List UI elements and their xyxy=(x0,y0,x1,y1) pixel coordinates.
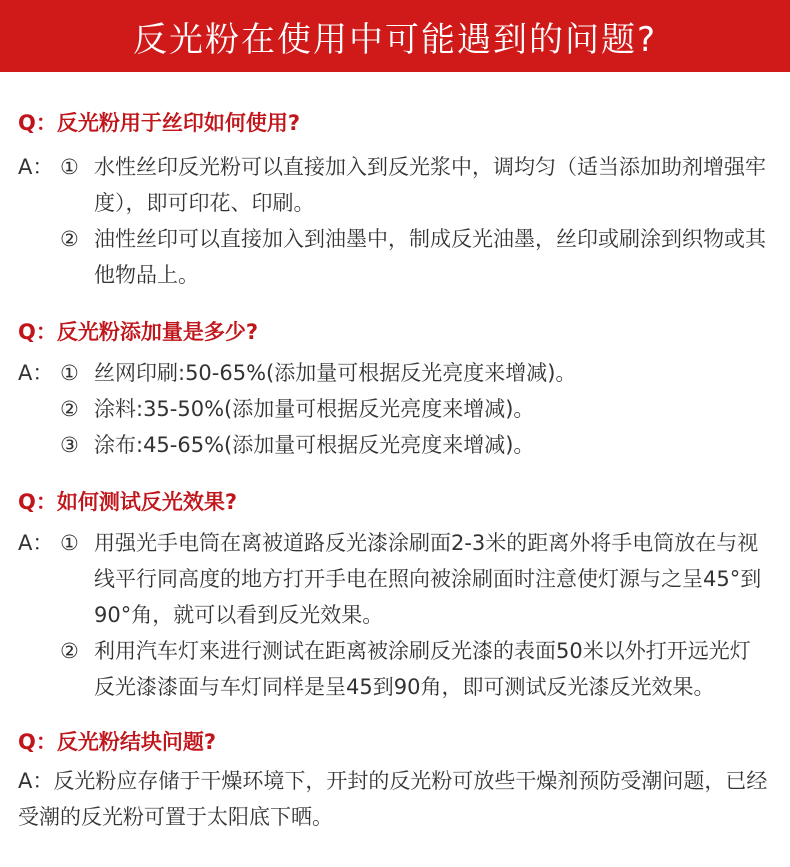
answer-row xyxy=(18,525,770,633)
item-number: ② xyxy=(60,639,79,663)
faq-content xyxy=(0,72,790,835)
faq-item xyxy=(18,72,770,293)
answer-row xyxy=(18,149,770,221)
faq-item xyxy=(18,463,770,705)
faq-item xyxy=(18,293,770,463)
answer-label: A： xyxy=(18,531,54,555)
question: Q：反光粉用于丝印如何使用? xyxy=(18,111,301,135)
faq-item xyxy=(18,705,770,835)
answer xyxy=(18,355,770,463)
page-title: 反光粉在使用中可能遇到的问题? xyxy=(132,19,658,60)
item-number: ② xyxy=(60,397,79,421)
question: Q：反光粉添加量是多少? xyxy=(18,320,259,344)
item-text: 反光粉应存储于干燥环境下，开封的反光粉可放些干燥剂预防受潮问题，已经受潮的反光粉可置于太阳底下晒。 xyxy=(18,769,768,829)
answer-label: A： xyxy=(18,361,54,385)
answer-label: A： xyxy=(18,769,54,793)
item-number: ③ xyxy=(60,433,79,457)
item-text: 油性丝印可以直接加入到油墨中，制成反光油墨，丝印或刷涂到织物或其他物品上。 xyxy=(94,227,766,287)
item-number: ① xyxy=(60,155,79,179)
item-number: ② xyxy=(60,227,79,251)
item-text: 水性丝印反光粉可以直接加入到反光浆中，调均匀（适当添加助剂增强牢度），即可印花、印刷。 xyxy=(94,155,766,215)
item-number: ① xyxy=(60,531,79,555)
item-text: 涂布:45-65%(添加量可根据反光亮度来增减)。 xyxy=(94,433,535,457)
question: Q：如何测试反光效果? xyxy=(18,490,238,514)
answer xyxy=(18,525,770,705)
answer-row xyxy=(18,427,770,463)
answer-row xyxy=(18,221,770,293)
item-number: ① xyxy=(60,361,79,385)
answer-label: A： xyxy=(18,155,54,179)
answer xyxy=(18,149,770,293)
answer-row xyxy=(18,633,770,705)
item-text: 用强光手电筒在离被道路反光漆涂刷面2-3米的距离外将手电筒放在与视线平行同高度的地方打开手电在照向被涂刷面时注意使灯源与之呈45°到90°角，就可以看到反光效果。 xyxy=(94,531,762,627)
header-banner xyxy=(0,0,790,72)
question: Q：反光粉结块问题? xyxy=(18,730,217,754)
answer-paragraph xyxy=(18,763,770,835)
answer xyxy=(18,763,770,835)
item-text: 利用汽车灯来进行测试在距离被涂刷反光漆的表面50米以外打开远光灯反光漆漆面与车灯同样是呈45到90角，即可测试反光漆反光效果。 xyxy=(94,639,751,699)
item-text: 涂料:35-50%(添加量可根据反光亮度来增减)。 xyxy=(94,397,535,421)
answer-row xyxy=(18,391,770,427)
item-text: 丝网印刷:50-65%(添加量可根据反光亮度来增减)。 xyxy=(94,361,577,385)
answer-row xyxy=(18,355,770,391)
